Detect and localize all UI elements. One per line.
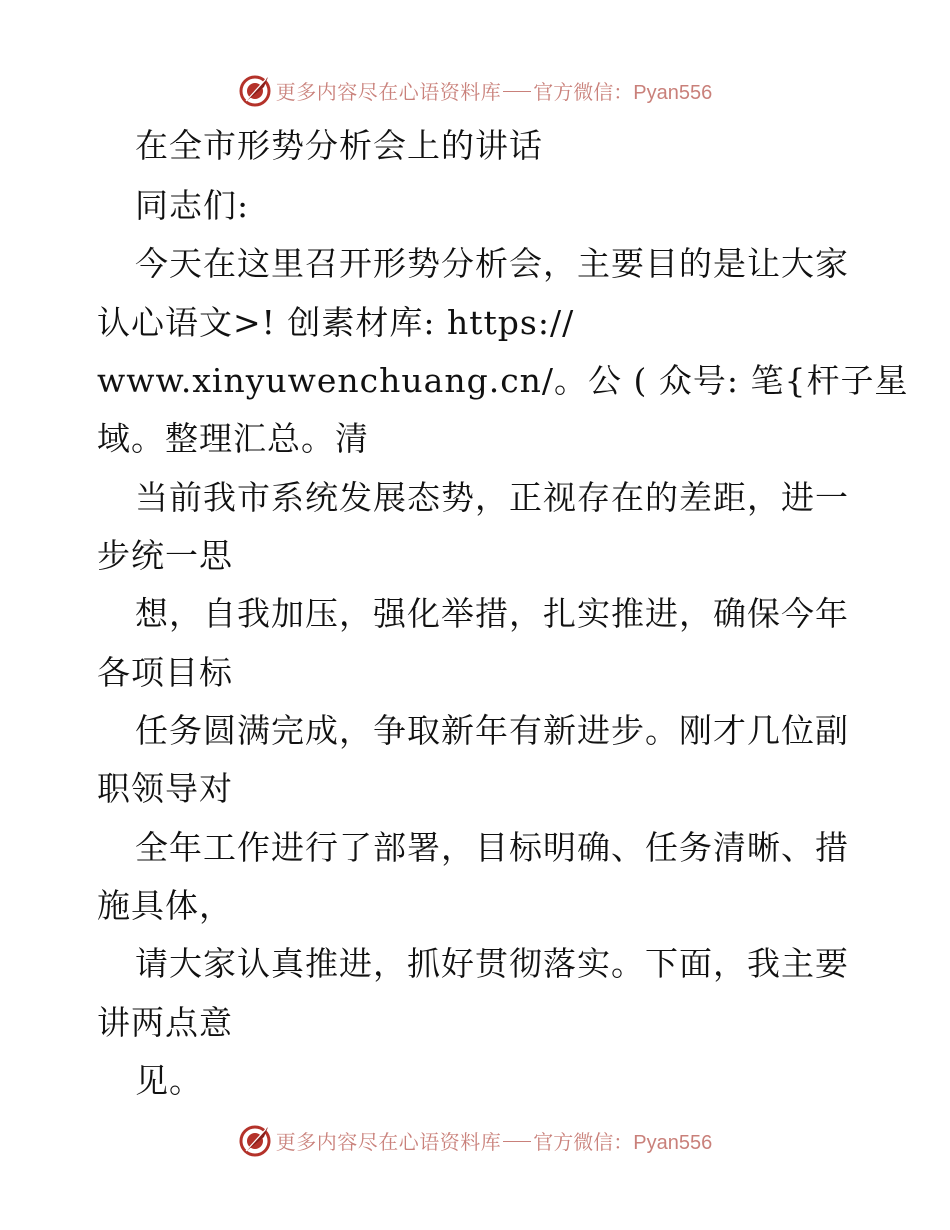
text-line: 讲两点意 (97, 1003, 233, 1042)
text-line: 想，自我加压，强化举措，扎实推进，确保今年 (135, 594, 849, 633)
text-line: 各项目标 (97, 653, 233, 692)
text-line: 当前我市系统发展态势，正视存在的差距，进一 (135, 478, 849, 517)
text-line: 步统一思 (97, 536, 233, 575)
header-banner (0, 70, 950, 110)
text-line: 认心语文>! 创素材库: https:// (97, 303, 575, 342)
banner-dash (503, 91, 531, 92)
banner-contact: 官方微信：Pyan556 (533, 81, 713, 104)
banner-contact: 官方微信：Pyan556 (533, 1131, 713, 1154)
text-line: 施具体， (97, 886, 233, 925)
banner-text: 更多内容尽在心语资料库 (275, 1129, 502, 1154)
text-line: 任务圆满完成，争取新年有新进步。刚才几位副 (135, 711, 849, 750)
document-title: 在全市形势分析会上的讲话 (135, 126, 543, 165)
quill-logo-icon (238, 73, 272, 107)
banner-text: 更多内容尽在心语资料库 (275, 79, 502, 104)
quill-logo-icon (238, 1123, 272, 1157)
banner-dash (503, 1141, 531, 1142)
text-line: 域。整理汇总。清 (97, 419, 369, 458)
salutation: 同志们: (135, 186, 250, 225)
text-line: 请大家认真推进，抓好贯彻落实。下面，我主要 (135, 944, 849, 983)
footer-banner (0, 1120, 950, 1160)
text-line: 职领导对 (97, 769, 233, 808)
text-line: 今天在这里召开形势分析会，主要目的是让大家 (135, 244, 849, 283)
text-line: 见。 (135, 1061, 203, 1100)
text-line: 全年工作进行了部署，目标明确、任务清晰、措 (135, 828, 849, 867)
text-line: www.xinyuwenchuang.cn/。公 ( 众号: 笔{杆子星 (97, 361, 909, 400)
